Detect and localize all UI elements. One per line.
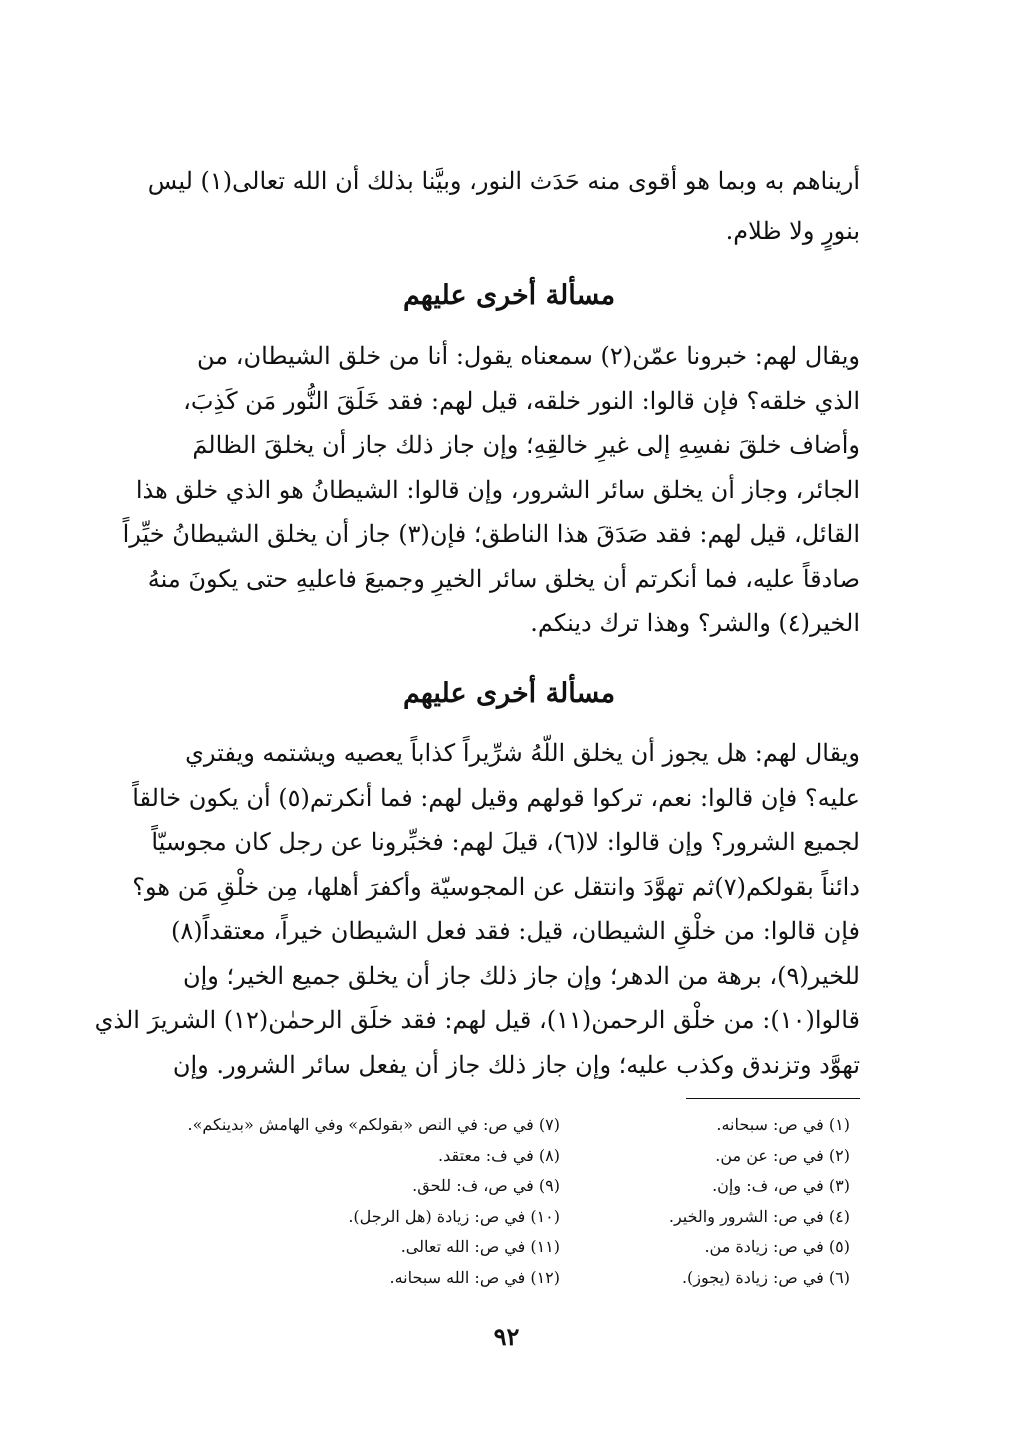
text-line: الجائر، وجاز أن يخلق سائر الشرور، وإن قالوا: الشيطانُ هو الذي خلق هذا [135, 475, 860, 504]
text-line: أريناهم به وبما هو أقوى منه حَدَث النور، وبيَّنا بذلك أن الله تعالى(١) ليس [147, 167, 860, 195]
footnotes-left-column [187, 1110, 560, 1293]
footnote: (٤) في ص: الشرور والخير. [668, 1206, 850, 1226]
footnotes-right-column [600, 1110, 850, 1293]
footnote: (٢) في ص: عن من. [715, 1145, 850, 1165]
footnote: (١١) في ص: الله تعالى. [400, 1237, 560, 1256]
text-line: لجميع الشرور؟ وإن قالوا: لا(٦)، قيلَ لهم: فخبِّرونا عن رجل كان مجوسيّاً [151, 828, 860, 856]
section2-paragraph [94, 731, 860, 1087]
text-line: للخير(٩)، برهة من الدهر؛ وإن جاز ذلك جاز أن يخلق جميع الخير؛ وإن [182, 961, 860, 990]
footnote: (١٠) في ص: زيادة (هل الرجل). [348, 1206, 560, 1226]
footnote: (١٢) في ص: الله سبحانه. [389, 1267, 560, 1287]
text-line: وأضاف خلقَ نفسِهِ إلى غيرِ خالقِهِ؛ وإن جاز ذلك جاز أن يخلقَ الظالمَ [192, 431, 860, 459]
footnote: (٣) في ص، ف: وإن. [712, 1176, 850, 1195]
footnote: (١) في ص: سبحانه. [716, 1115, 850, 1134]
text-line: قالوا(١٠): من خلْق الرحمن(١١)، قيل لهم: فقد خلَق الرحمٰن(١٢) الشريرَ الذي [94, 1006, 860, 1034]
text-line: الخير(٤) والشر؟ وهذا ترك دينكم. [530, 609, 860, 637]
text-line: القائل، قيل لهم: فقد صَدَقَ هذا الناطق؛ فإن(٣) جاز أن يخلق الشيطانُ خيِّراً [122, 520, 860, 548]
footnote: (٧) في ص: في النص «بقولكم» وفي الهامش «بدينكم». [187, 1115, 560, 1134]
text-line: فإن قالوا: من خلْقِ الشيطان، قيل: فقد فعل الشيطان خيراً، معتقداً(٨) [171, 917, 860, 945]
footnote: (٥) في ص: زيادة من. [704, 1237, 850, 1256]
text-line: الذي خلقه؟ فإن قالوا: النور خلقه، قيل لهم: فقد خَلَقَ النُّور مَن كَذِبَ، [183, 386, 860, 415]
footnote: (٦) في ص: زيادة (يجوز). [681, 1267, 850, 1287]
footnote: (٨) في ف: معتقد. [438, 1145, 560, 1165]
page-number: ٩٢ [493, 1322, 520, 1351]
section-heading: مسألة أخرى عليهم [402, 678, 616, 709]
text-line: دائناً بقولكم(٧)ثم تهوَّدَ وانتقل عن المجوسيّة وأكفرَ أهلها، مِن خلْقِ مَن هو؟ [132, 872, 860, 901]
text-line: ويقال لهم: خبرونا عمّن(٢) سمعناه يقول: أنا من خلق الشيطان، من [196, 342, 860, 370]
text-line: تهوَّد وتزندق وكذب عليه؛ وإن جاز ذلك جاز أن يفعل سائر الشرور. وإن [172, 1050, 860, 1079]
footnote-divider [686, 1098, 860, 1099]
section1-paragraph [122, 334, 860, 646]
text-line: صادقاً عليه، فما أنكرتم أن يخلق سائر الخيرِ وجميعَ فاعليهِ حتى يكونَ منهُ [147, 564, 860, 593]
text-line: عليه؟ فإن قالوا: نعم، تركوا قولهم وقيل لهم: فما أنكرتم(٥) أن يكون خالقاً [132, 783, 860, 812]
intro-paragraph [147, 156, 860, 256]
footnote: (٩) في ص، ف: للحق. [412, 1176, 560, 1195]
section-heading: مسألة أخرى عليهم [402, 280, 616, 311]
text-line: بنورٍ ولا ظلام. [725, 217, 860, 245]
text-line: ويقال لهم: هل يجوز أن يخلق اللّهُ شرِّيراً كذاباً يعصيه ويشتمه ويفتري [185, 739, 860, 767]
